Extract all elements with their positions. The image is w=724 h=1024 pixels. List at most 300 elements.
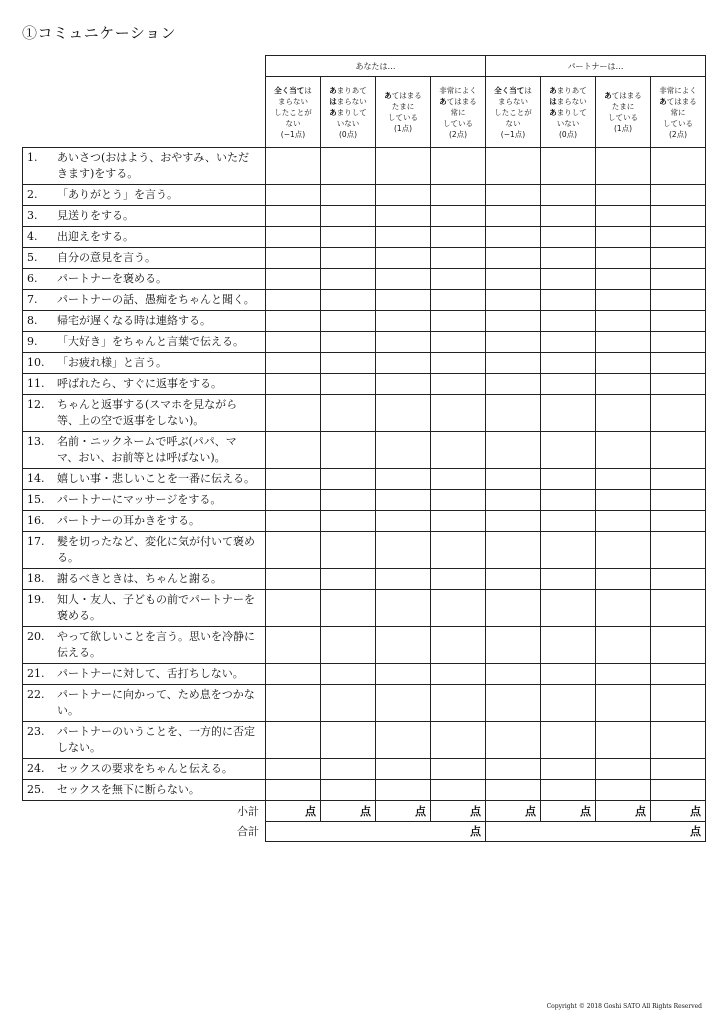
score-cell[interactable] <box>266 722 321 759</box>
score-cell[interactable] <box>486 685 541 722</box>
score-cell[interactable] <box>596 664 651 685</box>
score-cell[interactable] <box>266 511 321 532</box>
score-cell[interactable] <box>651 432 706 469</box>
item-cell <box>23 206 266 227</box>
score-cell[interactable] <box>266 206 321 227</box>
score-cell[interactable] <box>541 148 596 185</box>
score-cell[interactable] <box>541 759 596 780</box>
score-cell[interactable] <box>266 664 321 685</box>
score-cell[interactable] <box>596 685 651 722</box>
score-cell[interactable] <box>266 432 321 469</box>
score-cell[interactable] <box>376 148 431 185</box>
score-cell[interactable] <box>321 511 376 532</box>
score-cell[interactable] <box>266 248 321 269</box>
score-cell[interactable] <box>321 374 376 395</box>
score-cell[interactable] <box>486 780 541 801</box>
option-header-emph: (−1点) <box>500 129 526 139</box>
item-cell <box>23 185 266 206</box>
score-cell[interactable] <box>431 469 486 490</box>
option-header-line <box>651 107 705 118</box>
item-number: 13. <box>27 435 45 448</box>
option-header-line <box>376 123 430 134</box>
score-cell[interactable] <box>431 685 486 722</box>
score-cell[interactable] <box>321 569 376 590</box>
score-cell[interactable] <box>266 395 321 432</box>
score-cell[interactable] <box>321 269 376 290</box>
item-number: 22. <box>27 688 45 701</box>
subtotal-cell[interactable]: 点 <box>266 801 321 822</box>
table-row <box>23 353 706 374</box>
score-cell[interactable] <box>541 227 596 248</box>
score-cell[interactable] <box>266 569 321 590</box>
score-cell[interactable] <box>321 532 376 569</box>
table-row <box>23 148 706 185</box>
option-header-line <box>486 107 540 118</box>
score-cell[interactable] <box>596 469 651 490</box>
option-header-emph: あ <box>439 96 447 106</box>
item-number: 4. <box>27 230 38 243</box>
score-cell[interactable] <box>376 532 431 569</box>
score-cell[interactable] <box>266 490 321 511</box>
score-cell[interactable] <box>541 374 596 395</box>
option-header-line <box>541 85 595 96</box>
score-cell[interactable] <box>321 248 376 269</box>
table-row <box>23 759 706 780</box>
option-header-emph: いない <box>556 118 580 128</box>
score-cell[interactable] <box>431 269 486 290</box>
subtotal-cell[interactable]: 点 <box>431 801 486 822</box>
item-cell <box>23 269 266 290</box>
score-cell[interactable] <box>486 227 541 248</box>
score-cell[interactable] <box>651 353 706 374</box>
option-header-line <box>651 129 705 140</box>
score-cell[interactable] <box>651 148 706 185</box>
item-cell <box>23 722 266 759</box>
score-cell[interactable] <box>651 248 706 269</box>
score-cell[interactable] <box>486 759 541 780</box>
score-cell[interactable] <box>431 780 486 801</box>
group-header-row <box>23 56 706 77</box>
score-cell[interactable] <box>266 532 321 569</box>
score-cell[interactable] <box>431 395 486 432</box>
score-cell[interactable] <box>321 664 376 685</box>
item-text: パートナーの耳かきをする。 <box>57 514 200 527</box>
score-cell[interactable] <box>596 185 651 206</box>
item-number: 10. <box>27 356 45 369</box>
score-cell[interactable] <box>376 469 431 490</box>
score-cell[interactable] <box>651 206 706 227</box>
score-cell[interactable] <box>651 685 706 722</box>
option-header-rest: まりして <box>556 107 587 117</box>
score-cell[interactable] <box>651 290 706 311</box>
option-header-emph: (−1点) <box>280 129 306 139</box>
option-header-line <box>486 118 540 129</box>
score-cell[interactable] <box>651 511 706 532</box>
score-cell[interactable] <box>596 395 651 432</box>
score-cell[interactable] <box>486 248 541 269</box>
score-cell[interactable] <box>651 722 706 759</box>
score-cell[interactable] <box>486 511 541 532</box>
score-cell[interactable] <box>431 664 486 685</box>
score-cell[interactable] <box>596 248 651 269</box>
item-cell <box>23 685 266 722</box>
score-cell[interactable] <box>651 532 706 569</box>
score-cell[interactable] <box>486 569 541 590</box>
score-cell[interactable] <box>651 311 706 332</box>
item-cell <box>23 148 266 185</box>
score-cell[interactable] <box>376 374 431 395</box>
item-cell <box>23 664 266 685</box>
score-cell[interactable] <box>266 469 321 490</box>
option-header-row <box>23 77 706 148</box>
score-cell[interactable] <box>266 590 321 627</box>
score-cell[interactable] <box>266 311 321 332</box>
subtotal-cell[interactable]: 点 <box>651 801 706 822</box>
score-cell[interactable] <box>541 685 596 722</box>
score-cell[interactable] <box>596 332 651 353</box>
score-cell[interactable] <box>266 148 321 185</box>
score-cell[interactable] <box>651 780 706 801</box>
score-cell[interactable] <box>431 532 486 569</box>
score-cell[interactable] <box>541 332 596 353</box>
score-cell[interactable] <box>266 269 321 290</box>
score-cell[interactable] <box>651 227 706 248</box>
score-cell[interactable] <box>596 780 651 801</box>
score-cell[interactable] <box>321 395 376 432</box>
item-text: 出迎えをする。 <box>57 230 134 243</box>
score-cell[interactable] <box>321 227 376 248</box>
score-cell[interactable] <box>486 532 541 569</box>
score-cell[interactable] <box>596 490 651 511</box>
option-header-emph: 常に <box>670 107 686 117</box>
score-cell[interactable] <box>596 511 651 532</box>
group-header-partner: パートナーは… <box>486 56 706 77</box>
option-header-line <box>486 129 540 140</box>
score-cell[interactable] <box>486 490 541 511</box>
score-cell[interactable] <box>486 185 541 206</box>
score-cell[interactable] <box>651 664 706 685</box>
score-cell[interactable] <box>486 148 541 185</box>
score-cell[interactable] <box>376 780 431 801</box>
item-number: 20. <box>27 630 45 643</box>
score-cell[interactable] <box>651 590 706 627</box>
score-cell[interactable] <box>596 311 651 332</box>
item-number: 3. <box>27 209 38 222</box>
item-text: やって欲しいことを言う。思いを冷静に伝える。 <box>57 630 255 659</box>
score-cell[interactable] <box>431 432 486 469</box>
score-cell[interactable] <box>431 148 486 185</box>
score-cell[interactable] <box>596 353 651 374</box>
score-cell[interactable] <box>486 311 541 332</box>
score-cell[interactable] <box>651 759 706 780</box>
score-cell[interactable] <box>651 269 706 290</box>
score-cell[interactable] <box>541 469 596 490</box>
score-cell[interactable] <box>541 590 596 627</box>
table-row <box>23 590 706 627</box>
option-header-emph: たまに <box>391 102 415 111</box>
score-cell[interactable] <box>486 722 541 759</box>
table-row <box>23 469 706 490</box>
score-cell[interactable] <box>321 432 376 469</box>
score-cell[interactable] <box>376 311 431 332</box>
subtotal-cell[interactable]: 点 <box>321 801 376 822</box>
option-header-rest: は <box>524 85 532 95</box>
score-cell[interactable] <box>431 353 486 374</box>
score-cell[interactable] <box>321 290 376 311</box>
score-cell[interactable] <box>486 627 541 664</box>
option-header-line <box>321 107 375 118</box>
score-cell[interactable] <box>596 432 651 469</box>
score-cell[interactable] <box>376 569 431 590</box>
score-cell[interactable] <box>541 353 596 374</box>
score-cell[interactable] <box>321 148 376 185</box>
score-cell[interactable] <box>431 311 486 332</box>
option-header-emph: あ <box>604 91 612 100</box>
score-cell[interactable] <box>266 374 321 395</box>
score-cell[interactable] <box>651 490 706 511</box>
score-cell[interactable] <box>541 532 596 569</box>
score-cell[interactable] <box>376 590 431 627</box>
score-cell[interactable] <box>541 269 596 290</box>
table-row <box>23 511 706 532</box>
table-row <box>23 206 706 227</box>
score-cell[interactable] <box>376 248 431 269</box>
score-cell[interactable] <box>431 374 486 395</box>
option-header-line <box>431 96 485 107</box>
score-cell[interactable] <box>376 332 431 353</box>
score-cell[interactable] <box>541 290 596 311</box>
score-cell[interactable] <box>431 627 486 664</box>
item-number: 5. <box>27 251 38 264</box>
score-cell[interactable] <box>431 569 486 590</box>
option-header-emph: は <box>549 96 557 106</box>
item-text: パートナーに向かって、ため息をつかない。 <box>57 688 255 717</box>
score-cell[interactable] <box>376 664 431 685</box>
score-cell[interactable] <box>486 290 541 311</box>
score-cell[interactable] <box>266 780 321 801</box>
score-cell[interactable] <box>266 759 321 780</box>
score-cell[interactable] <box>376 269 431 290</box>
total-cell-partner[interactable]: 点 <box>486 821 706 841</box>
score-cell[interactable] <box>596 627 651 664</box>
table-row <box>23 290 706 311</box>
option-header-line <box>596 112 650 123</box>
option-header-line <box>651 118 705 129</box>
score-cell[interactable] <box>376 185 431 206</box>
item-number: 2. <box>27 188 38 201</box>
subtotal-cell[interactable]: 点 <box>596 801 651 822</box>
score-cell[interactable] <box>596 374 651 395</box>
score-cell[interactable] <box>321 311 376 332</box>
score-cell[interactable] <box>431 206 486 227</box>
score-cell[interactable] <box>376 290 431 311</box>
score-cell[interactable] <box>431 332 486 353</box>
score-cell[interactable] <box>541 664 596 685</box>
score-cell[interactable] <box>541 627 596 664</box>
item-cell <box>23 432 266 469</box>
option-header-emph: いない <box>336 118 360 128</box>
score-cell[interactable] <box>541 311 596 332</box>
score-cell[interactable] <box>596 227 651 248</box>
score-cell[interactable] <box>596 722 651 759</box>
score-cell[interactable] <box>431 511 486 532</box>
item-number: 24. <box>27 762 45 775</box>
option-header-line <box>651 85 705 96</box>
option-header-line <box>321 85 375 96</box>
score-cell[interactable] <box>376 759 431 780</box>
table-row <box>23 185 706 206</box>
item-cell <box>23 227 266 248</box>
score-cell[interactable] <box>486 353 541 374</box>
score-cell[interactable] <box>266 332 321 353</box>
score-cell[interactable] <box>541 395 596 432</box>
score-cell[interactable] <box>321 353 376 374</box>
score-cell[interactable] <box>266 627 321 664</box>
score-cell[interactable] <box>376 490 431 511</box>
score-cell[interactable] <box>596 759 651 780</box>
score-cell[interactable] <box>541 511 596 532</box>
total-cell-you[interactable]: 点 <box>266 821 486 841</box>
subtotal-cell[interactable]: 点 <box>376 801 431 822</box>
score-cell[interactable] <box>486 269 541 290</box>
score-cell[interactable] <box>541 185 596 206</box>
option-header-line <box>266 96 320 107</box>
score-cell[interactable] <box>266 227 321 248</box>
score-cell[interactable] <box>321 685 376 722</box>
item-text: 帰宅が遅くなる時は連絡する。 <box>57 314 211 327</box>
item-number: 21. <box>27 667 45 680</box>
option-header-line <box>266 118 320 129</box>
score-cell[interactable] <box>486 590 541 627</box>
score-cell[interactable] <box>321 332 376 353</box>
score-cell[interactable] <box>431 290 486 311</box>
score-cell[interactable] <box>596 569 651 590</box>
score-cell[interactable] <box>376 722 431 759</box>
table-row <box>23 780 706 801</box>
score-cell[interactable] <box>376 353 431 374</box>
score-cell[interactable] <box>596 290 651 311</box>
score-cell[interactable] <box>541 722 596 759</box>
item-cell <box>23 627 266 664</box>
score-cell[interactable] <box>321 759 376 780</box>
option-header <box>321 77 376 148</box>
option-header-emph: あ <box>329 85 337 95</box>
score-cell[interactable] <box>431 490 486 511</box>
score-cell[interactable] <box>321 490 376 511</box>
option-header-line <box>266 85 320 96</box>
score-cell[interactable] <box>651 469 706 490</box>
score-cell[interactable] <box>266 185 321 206</box>
score-cell[interactable] <box>486 432 541 469</box>
score-cell[interactable] <box>431 227 486 248</box>
score-cell[interactable] <box>651 374 706 395</box>
option-header-line <box>596 101 650 112</box>
score-cell[interactable] <box>321 469 376 490</box>
score-cell[interactable] <box>266 353 321 374</box>
score-cell[interactable] <box>541 248 596 269</box>
score-cell[interactable] <box>431 248 486 269</box>
option-header-emph: ない <box>505 118 521 128</box>
score-cell[interactable] <box>651 569 706 590</box>
option-header-line <box>486 85 540 96</box>
item-text: 名前・ニックネームで呼ぶ(パパ、ママ、おい、お前等とは呼ばない)。 <box>57 435 237 464</box>
score-cell[interactable] <box>321 722 376 759</box>
item-cell <box>23 780 266 801</box>
option-header <box>596 77 651 148</box>
score-cell[interactable] <box>541 490 596 511</box>
score-cell[interactable] <box>596 532 651 569</box>
score-cell[interactable] <box>376 206 431 227</box>
score-cell[interactable] <box>651 627 706 664</box>
score-cell[interactable] <box>596 206 651 227</box>
item-text: パートナーの話、愚痴をちゃんと聞く。 <box>57 293 255 306</box>
score-cell[interactable] <box>266 685 321 722</box>
score-cell[interactable] <box>541 432 596 469</box>
score-cell[interactable] <box>431 759 486 780</box>
item-cell <box>23 490 266 511</box>
score-cell[interactable] <box>376 432 431 469</box>
score-cell[interactable] <box>431 722 486 759</box>
subtotal-cell[interactable]: 点 <box>486 801 541 822</box>
item-text: 嬉しい事・悲しいことを一番に伝える。 <box>57 472 255 485</box>
score-cell[interactable] <box>486 469 541 490</box>
score-cell[interactable] <box>651 395 706 432</box>
score-cell[interactable] <box>486 206 541 227</box>
score-cell[interactable] <box>486 664 541 685</box>
score-cell[interactable] <box>486 332 541 353</box>
score-cell[interactable] <box>376 511 431 532</box>
score-cell[interactable] <box>541 206 596 227</box>
option-header-emph: ない <box>285 118 301 128</box>
corner-blank <box>23 77 266 148</box>
score-cell[interactable] <box>596 269 651 290</box>
item-number: 17. <box>27 535 45 548</box>
score-cell[interactable] <box>486 374 541 395</box>
score-cell[interactable] <box>486 395 541 432</box>
score-cell[interactable] <box>651 185 706 206</box>
score-cell[interactable] <box>376 685 431 722</box>
score-cell[interactable] <box>376 395 431 432</box>
option-header-rest: は <box>304 85 312 95</box>
score-cell[interactable] <box>321 780 376 801</box>
score-cell[interactable] <box>321 627 376 664</box>
item-text: 知人・友人、子どもの前でパートナーを褒める。 <box>57 593 255 622</box>
option-header-rest: てはまる <box>611 91 642 100</box>
score-cell[interactable] <box>596 590 651 627</box>
item-text: 髪を切ったなど、変化に気が付いて褒める。 <box>57 535 255 564</box>
score-cell[interactable] <box>431 590 486 627</box>
option-header-rest: まりして <box>336 107 367 117</box>
score-cell[interactable] <box>541 569 596 590</box>
score-cell[interactable] <box>541 780 596 801</box>
option-header-emph: あ <box>329 107 337 117</box>
score-cell[interactable] <box>321 590 376 627</box>
score-cell[interactable] <box>376 627 431 664</box>
item-number: 16. <box>27 514 45 527</box>
item-number: 14. <box>27 472 45 485</box>
score-cell[interactable] <box>321 185 376 206</box>
score-cell[interactable] <box>266 290 321 311</box>
score-cell[interactable] <box>596 148 651 185</box>
score-cell[interactable] <box>321 206 376 227</box>
page-title: ①コミュニケーション <box>22 24 177 42</box>
option-header-line <box>266 107 320 118</box>
score-cell[interactable] <box>651 332 706 353</box>
table-row <box>23 248 706 269</box>
subtotal-cell[interactable]: 点 <box>541 801 596 822</box>
score-cell[interactable] <box>431 185 486 206</box>
score-cell[interactable] <box>376 227 431 248</box>
